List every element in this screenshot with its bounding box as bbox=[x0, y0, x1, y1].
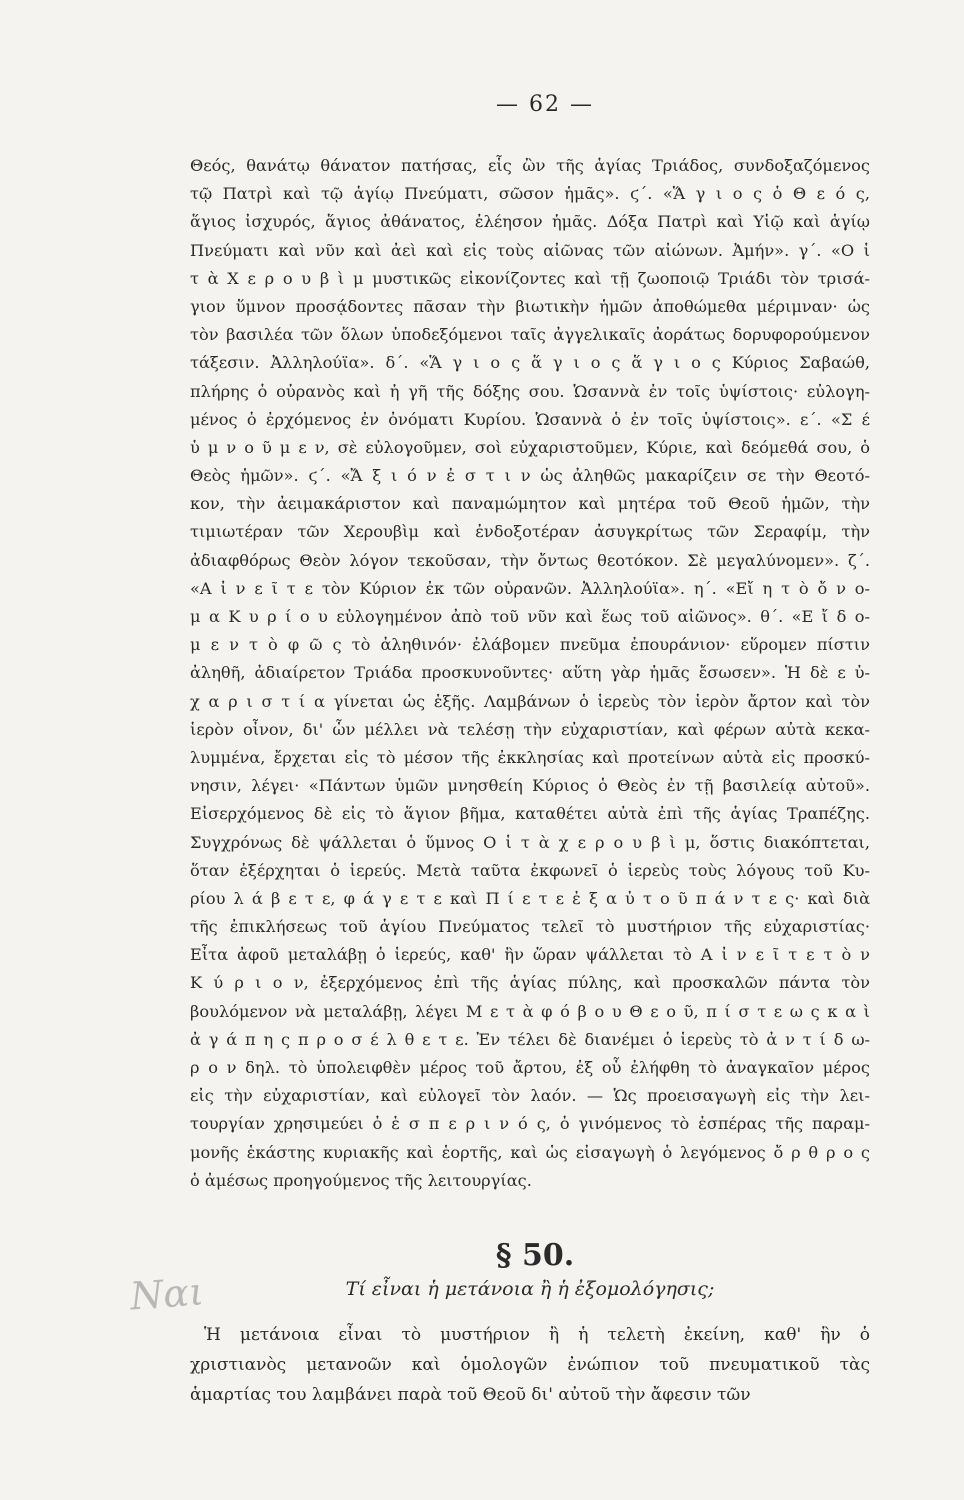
body-line: ρ ο ν δηλ. τὸ ὑπολειφθὲν μέρος τοῦ ἄρτου, ἐξ οὗ ἐλήφθη τὸ ἀναγκαῖον μέρος bbox=[190, 1058, 870, 1077]
body-line: ὑ μ ν ο ῦ μ ε ν, σὲ εὐλογοῦμεν, σοὶ εὐχαριστοῦμεν, Κύριε, καὶ δεόμεθά σου, ὁ bbox=[190, 437, 870, 457]
body-line: Θεός, θανάτῳ θάνατον πατήσας, εἷς ὢν τῆς ἁγίας Τριάδος, συνδοξαζόμενος bbox=[190, 156, 870, 175]
body-line: ἱερὸν οἶνον, δι' ὧν μέλλει νὰ τελέσῃ τὴν εὐχαριστίαν, καὶ φέρων αὐτὰ κεκα- bbox=[190, 719, 870, 739]
body-line: γιον ὕμνον προσᾴδοντες πᾶσαν τὴν βιωτικὴν ἡμῶν ἀποθώμεθα μέριμναν· ὡς bbox=[190, 296, 870, 316]
body-line: μένος ὁ ἐρχόμενος ἐν ὀνόματι Κυρίου. Ὡσαννὰ ὁ ἐν τοῖς ὑψίστοις». ε΄. «Σ έ bbox=[190, 409, 870, 429]
section-question: Τί εἶναι ἡ μετάνοια ἢ ἡ ἐξομολόγησις; bbox=[345, 1278, 715, 1300]
body-line: Εἶτα ἀφοῦ μεταλάβῃ ὁ ἱερεύς, καθ' ἣν ὥραν ψάλλεται τὸ Α ἰ ν ε ῖ τ ε τ ὸ ν bbox=[190, 945, 870, 965]
body-line: τιμιωτέραν τῶν Χερουβὶμ καὶ ἐνδοξοτέραν ἀσυγκρίτως τῶν Σεραφίμ, τὴν bbox=[190, 522, 870, 542]
answer-line: ἁμαρτίας του λαμβάνει παρὰ τοῦ Θεοῦ δι' αὐτοῦ τὴν ἄφεσιν τῶν bbox=[190, 1385, 751, 1405]
body-line: πλήρης ὁ οὐρανὸς καὶ ἡ γῆ τῆς δόξης σου. Ὡσαννὰ ἐν τοῖς ὑψίστοις· εὐλογη- bbox=[190, 381, 870, 401]
body-line: τῆς ἐπικλήσεως τοῦ ἁγίου Πνεύματος τελεῖ τὸ μυστήριον τῆς εὐχαριστίας· bbox=[190, 917, 870, 937]
body-line: «Α ἰ ν ε ῖ τ ε τὸν Κύριον ἐκ τῶν οὐρανῶν. Ἀλληλούϊα». η΄. «Εἴ η τ ὸ ὄ ν ο- bbox=[190, 578, 870, 598]
body-line: Θεὸς ἡμῶν». ϛ΄. «Ἄ ξ ι ό ν ἐ σ τ ι ν ὡς ἀληθῶς μακαρίζειν σε τὴν Θεοτό- bbox=[190, 466, 870, 486]
answer-paragraph bbox=[190, 1320, 870, 1410]
body-line: χ α ρ ι σ τ ί α γίνεται ὡς ἑξῆς. Λαμβάνων ὁ ἱερεὺς τὸν ἱερὸν ἄρτον καὶ τὸν bbox=[190, 691, 870, 711]
body-line: λυμμένα, ἔρχεται εἰς τὸ μέσον τῆς ἐκκλησίας καὶ προτείνων αὐτὰ εἰς προσκύ- bbox=[190, 747, 870, 767]
section-number: § 50. bbox=[495, 1238, 575, 1273]
body-line: Εἰσερχόμενος δὲ εἰς τὸ ἅγιον βῆμα, καταθέτει αὐτὰ ἐπὶ τῆς ἁγίας Τραπέζης. bbox=[190, 804, 870, 824]
body-line: μ ε ν τ ὸ φ ῶ ς τὸ ἀληθινόν· ἐλάβομεν πνεῦμα ἐπουράνιον· εὕρομεν πίστιν bbox=[190, 635, 870, 655]
body-line: τῷ Πατρὶ καὶ τῷ ἁγίῳ Πνεύματι, σῶσον ἡμᾶς». ϛ΄. «Ἅ γ ι ο ς ὁ Θ ε ό ς, bbox=[190, 184, 870, 204]
body-line: μονῆς ἑκάστης κυριακῆς καὶ ἑορτῆς, καὶ ὡς εἰσαγωγὴ ὁ λεγόμενος ὄ ρ θ ρ ο ς bbox=[190, 1142, 870, 1162]
body-line: ἀδιαφθόρως Θεὸν λόγον τεκοῦσαν, τὴν ὄντως θεοτόκον. Σὲ μεγαλύνομεν». ζ΄. bbox=[190, 550, 870, 570]
body-line: ὁ ἀμέσως προηγούμενος τῆς λειτουργίας. bbox=[190, 1170, 532, 1190]
page-number: — 62 — bbox=[496, 92, 594, 117]
body-line: εἰς τὴν εὐχαριστίαν, καὶ εὐλογεῖ τὸν λαόν. — Ὡς προεισαγωγὴ εἰς τὴν λει- bbox=[190, 1086, 870, 1106]
handwritten-margin-note: Ναι bbox=[128, 1269, 206, 1319]
body-line: Συγχρόνως δὲ ψάλλεται ὁ ὕμνος Ο ἱ τ ὰ χ ε ρ ο υ β ὶ μ, ὅστις διακόπτεται, bbox=[190, 832, 870, 852]
answer-line: Ἡ μετάνοια εἶναι τὸ μυστήριον ἢ ἡ τελετὴ ἐκείνη, καθ' ἣν ὁ bbox=[204, 1325, 870, 1345]
body-line: ὅταν ἐξέρχηται ὁ ἱερεύς. Μετὰ ταῦτα ἐκφωνεῖ ὁ ἱερεὺς τοὺς λόγους τοῦ Κυ- bbox=[190, 860, 870, 880]
body-line: τάξεσιν. Ἀλληλούϊα». δ΄. «Ἅ γ ι ο ς ἅ γ ι ο ς ἅ γ ι ο ς Κύριος Σαβαώθ, bbox=[190, 353, 870, 373]
body-line: τ ὰ Χ ε ρ ο υ β ὶ μ μυστικῶς εἰκονίζοντες καὶ τῇ ζωοποιῷ Τριάδι τὸν τρισά- bbox=[190, 268, 870, 288]
answer-line: χριστιανὸς μετανοῶν καὶ ὁμολογῶν ἐνώπιον τοῦ πνευματικοῦ τὰς bbox=[190, 1355, 870, 1375]
body-line: ρίου λ ά β ε τ ε, φ ά γ ε τ ε καὶ Π ί ε τ ε ἐ ξ α ὐ τ ο ῦ π ά ν τ ε ς· καὶ διὰ bbox=[190, 888, 870, 908]
body-line: κον, τὴν ἀειμακάριστον καὶ παναμώμητον καὶ μητέρα τοῦ Θεοῦ ἡμῶν, τὴν bbox=[190, 494, 870, 514]
body-line: τουργίαν χρησιμεύει ὁ ἑ σ π ε ρ ι ν ό ς, ὁ γινόμενος τὸ ἑσπέρας τῆς παραμ- bbox=[190, 1114, 870, 1134]
body-line: ἀληθῆ, ἀδιαίρετον Τριάδα προσκυνοῦντες· αὕτη γὰρ ἡμᾶς ἔσωσεν». Ἡ δὲ ε ὐ- bbox=[190, 663, 870, 683]
body-line: νησιν, λέγει· «Πάντων ὑμῶν μνησθείη Κύριος ὁ Θεὸς ἐν τῇ βασιλείᾳ αὐτοῦ». bbox=[190, 776, 870, 796]
body-line: Πνεύματι καὶ νῦν καὶ ἀεὶ καὶ εἰς τοὺς αἰῶνας τῶν αἰώνων. Ἀμήν». γ΄. «Ο ἱ bbox=[190, 240, 870, 260]
body-line: βουλόμενον νὰ μεταλάβῃ, λέγει Μ ε τ ὰ φ ό β ο υ Θ ε ο ῦ, π ί σ τ ε ω ς κ α ὶ bbox=[190, 1001, 870, 1021]
body-line: μ α Κ υ ρ ί ο υ εὐλογημένον ἀπὸ τοῦ νῦν καὶ ἕως τοῦ αἰῶνος». θ΄. «Ε ἴ δ ο- bbox=[190, 607, 870, 626]
body-line: τὸν βασιλέα τῶν ὅλων ὑποδεξόμενοι ταῖς ἀγγελικαῖς ἀοράτως δορυφορούμενον bbox=[190, 325, 870, 345]
body-line: ἀ γ ά π η ς π ρ ο σ έ λ θ ε τ ε. Ἐν τέλει δὲ διανέμει ὁ ἱερεὺς τὸ ἀ ν τ ί δ ω- bbox=[190, 1029, 870, 1049]
body-line: Κ ύ ρ ι ο ν, ἐξερχόμενος ἐπὶ τῆς ἁγίας πύλης, καὶ προσκαλῶν πάντα τὸν bbox=[190, 973, 870, 993]
body-paragraph bbox=[190, 152, 870, 1195]
body-line: ἅγιος ἰσχυρός, ἅγιος ἀθάνατος, ἐλέησον ἡμᾶς. Δόξα Πατρὶ καὶ Υἱῷ καὶ ἁγίῳ bbox=[190, 212, 870, 232]
